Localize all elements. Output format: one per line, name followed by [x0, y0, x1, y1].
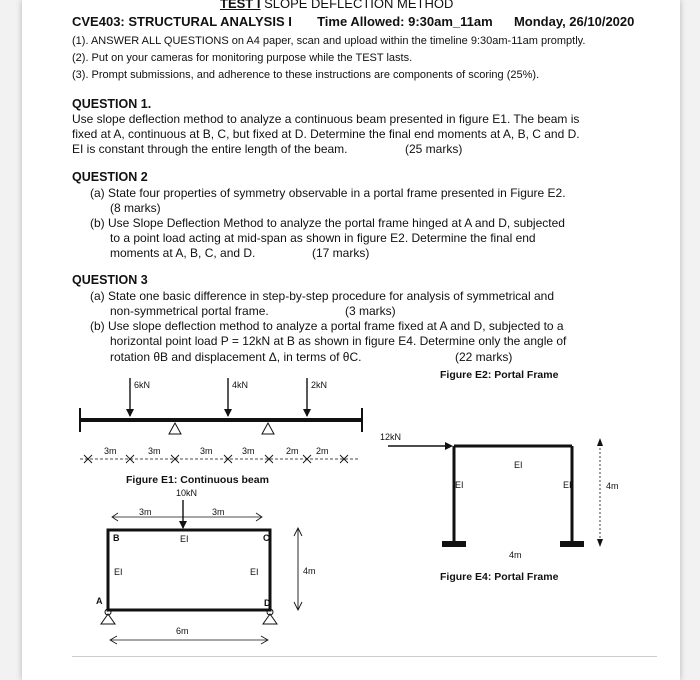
- e1-span-6: 2m: [316, 446, 329, 456]
- fig-e1-caption: Figure E1: Continuous beam: [126, 474, 269, 486]
- fig-e4-caption: Figure E4: Portal Frame: [440, 571, 559, 583]
- figure-e4-frame: [22, 0, 680, 680]
- e2-dim-right: 3m: [212, 507, 225, 517]
- e4-load-arrow-head: [445, 442, 453, 450]
- e2-node-c: C: [263, 533, 270, 543]
- e4-load-label: 12kN: [380, 432, 402, 442]
- e1-span-2: 3m: [148, 446, 161, 456]
- e2-node-d: D: [264, 598, 271, 608]
- instruction-3: (3). Prompt submissions, and adherence to these instructions are components of scoring (25%).: [72, 69, 540, 81]
- test-title: TEST I SLOPE DEFLECTION METHOD: [220, 0, 454, 11]
- e2-col-left-ei: EI: [114, 567, 123, 577]
- e4-fixed-a: [442, 541, 466, 547]
- q1-line3: EI is constant through the entire length of the beam.: [72, 142, 348, 156]
- e4-col-left-ei: EI: [455, 480, 464, 490]
- e1-span-5: 2m: [286, 446, 299, 456]
- e2-height-label: 4m: [303, 566, 316, 576]
- q3-a-marks: (3 marks): [345, 304, 396, 318]
- e2-width-label: 6m: [176, 626, 189, 636]
- q3-b-marks: (22 marks): [455, 350, 513, 364]
- e2-node-a: A: [96, 596, 103, 606]
- q2-b-marks: (17 marks): [312, 246, 370, 260]
- e2-node-b: B: [113, 533, 120, 543]
- course-code: CVE403: STRUCTURAL ANALYSIS I: [72, 14, 292, 29]
- e1-span-1: 3m: [104, 446, 117, 456]
- q2-b-line2: to a point load acting at mid-span as shown in figure E2. Determine the final end: [110, 231, 536, 245]
- e1-span-3: 3m: [200, 446, 213, 456]
- q1-line2: fixed at A, continuous at B, C, but fixed at D. Determine the final end moments at A, B, C and D.: [72, 127, 580, 141]
- q3-a-line1: (a) State one basic difference in step-by-step procedure for analysis of symmetrical and: [90, 289, 555, 303]
- q2-a-marks: (8 marks): [110, 201, 161, 215]
- q2-a-line1: (a) State four properties of symmetry observable in a portal frame presented in Figure E2.: [90, 186, 566, 200]
- e1-load-1: 6kN: [134, 380, 151, 390]
- e4-width-label: 4m: [509, 550, 522, 560]
- e1-load-3: 2kN: [311, 380, 328, 390]
- q1-heading: QUESTION 1.: [72, 97, 152, 111]
- q3-b-line2: horizontal point load P = 12kN at B as shown in figure E4. Determine only the angle of: [110, 334, 567, 348]
- q2-heading: QUESTION 2: [72, 170, 148, 184]
- e1-load-2: 4kN: [232, 380, 249, 390]
- e2-dim-left: 3m: [139, 507, 152, 517]
- e2-load-label: 10kN: [176, 488, 198, 498]
- e4-fixed-d: [560, 541, 584, 547]
- e4-height-label: 4m: [606, 481, 619, 491]
- time-allowed: Time Allowed: 9:30am_11am: [317, 14, 493, 29]
- instruction-1: (1). ANSWER ALL QUESTIONS on A4 paper, scan and upload within the timeline 9:30am-11am promptly.: [72, 35, 586, 47]
- e4-col-right-ei: EI: [563, 480, 572, 490]
- bottom-divider: [72, 656, 657, 657]
- fig-e2-caption: Figure E2: Portal Frame: [440, 369, 559, 381]
- q3-a-line2: non-symmetrical portal frame.: [110, 304, 269, 318]
- e1-span-4: 3m: [242, 446, 255, 456]
- q3-b-line1: (b) Use slope deflection method to analyze a portal frame fixed at A and D, subjected to a: [90, 319, 564, 333]
- e4-beam-ei: EI: [514, 460, 523, 470]
- q2-b-line3: moments at A, B, C, and D.: [110, 246, 256, 260]
- e2-beam-ei: EI: [180, 534, 189, 544]
- document-page: [22, 0, 680, 680]
- instruction-2: (2). Put on your cameras for monitoring purpose while the TEST lasts.: [72, 52, 413, 64]
- q2-b-line1: (b) Use Slope Deflection Method to analyze the portal frame hinged at A and D, subjected: [90, 216, 565, 230]
- q3-b-line3: rotation θB and displacement Δ, in terms of θC.: [110, 350, 362, 364]
- e2-col-right-ei: EI: [250, 567, 259, 577]
- exam-date: Monday, 26/10/2020: [513, 14, 635, 29]
- q3-heading: QUESTION 3: [72, 273, 148, 287]
- q1-marks: (25 marks): [405, 142, 463, 156]
- q1-line1: Use slope deflection method to analyze a continuous beam presented in figure E1. The beam is: [72, 112, 580, 126]
